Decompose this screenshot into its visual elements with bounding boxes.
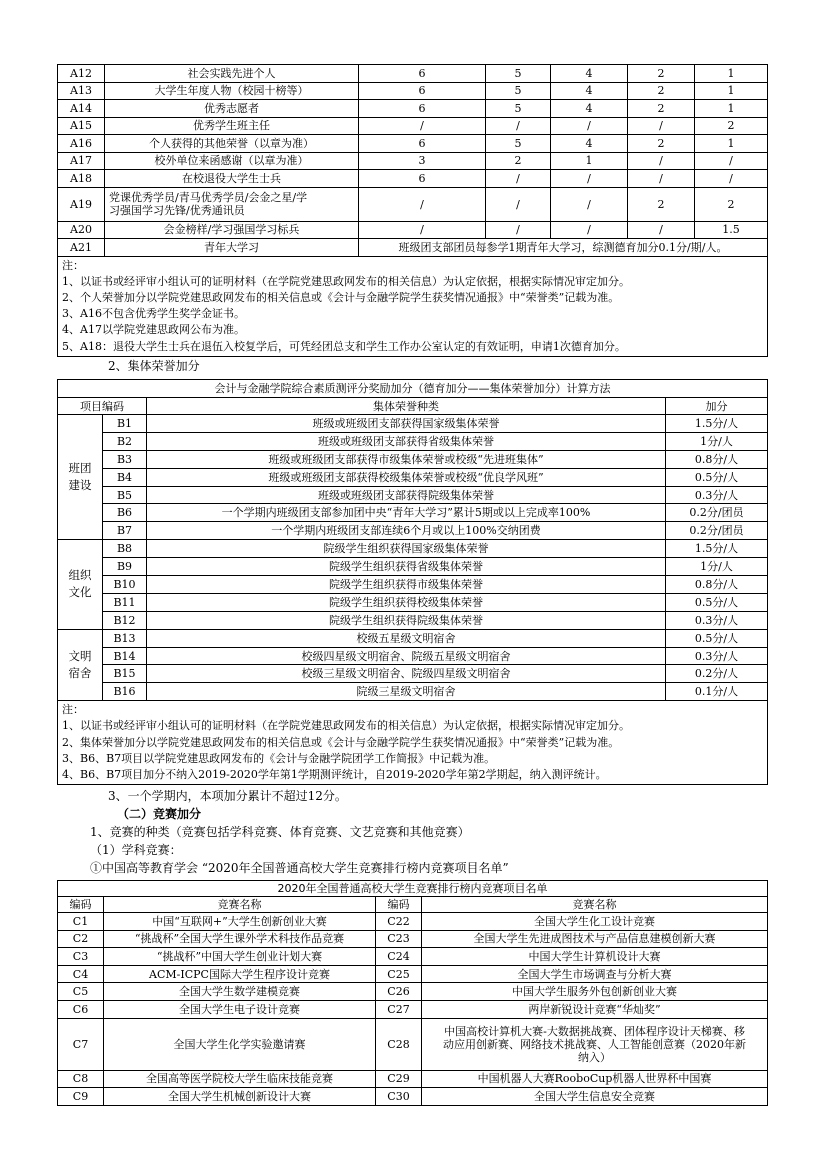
competition-name-line: 纳入） xyxy=(578,1050,611,1064)
competition-code: C1 xyxy=(58,913,104,931)
score-value: 1 xyxy=(551,152,628,170)
score-value: 2 xyxy=(695,187,768,221)
item-code: A16 xyxy=(58,135,105,153)
notes-row xyxy=(58,701,768,785)
honor-notes xyxy=(58,256,768,356)
table-row xyxy=(58,647,768,665)
header-name: 竞赛名称 xyxy=(422,897,768,913)
honor-description: 校级四星级文明宿舍、院级五星级文明宿舍 xyxy=(147,647,666,665)
item-code: B3 xyxy=(103,450,147,468)
score-value: 1分/人 xyxy=(666,432,768,450)
collective-table-title: 会计与金融学院综合素质测评分奖励加分（德育加分——集体荣誉加分）计算方法 xyxy=(58,380,768,398)
score-value: 1.5分/人 xyxy=(666,540,768,558)
table-row xyxy=(58,135,768,153)
collective-honor-table xyxy=(57,379,768,785)
table-row xyxy=(58,221,768,239)
competition-name: ACM-ICPC国际大学生程序设计竞赛 xyxy=(104,965,376,983)
note-line: 1、以证书或经评审小组认可的证明材料（在学院党建思政网发布的相关信息）为认定依据，根据实际情况审定加分。 xyxy=(62,274,630,288)
table-row xyxy=(58,1000,768,1018)
score-value: 0.5分/人 xyxy=(666,629,768,647)
table-row xyxy=(58,683,768,701)
item-name: 会金榜样/学习强国学习标兵 xyxy=(105,221,359,239)
individual-honor-table xyxy=(57,64,768,357)
competition-code: C30 xyxy=(376,1088,422,1106)
score-value: 2 xyxy=(695,117,768,135)
table-row xyxy=(58,593,768,611)
item-code: A17 xyxy=(58,152,105,170)
score-value: 0.2分/团员 xyxy=(666,522,768,540)
score-value: 6 xyxy=(359,65,486,83)
item-code: A20 xyxy=(58,221,105,239)
competition-code: C23 xyxy=(376,930,422,948)
item-code: A12 xyxy=(58,65,105,83)
score-value: 0.8分/人 xyxy=(666,450,768,468)
item-code: B4 xyxy=(103,468,147,486)
honor-description: 一个学期内班级团支部参加团中央“青年大学习”累计5期或以上完成率100% xyxy=(147,504,666,522)
score-value: 0.1分/人 xyxy=(666,683,768,701)
header-code: 编码 xyxy=(58,897,104,913)
competition-code: C6 xyxy=(58,1000,104,1018)
score-value: / xyxy=(628,117,695,135)
score-value: / xyxy=(551,221,628,239)
item-name: 在校退役大学生士兵 xyxy=(105,170,359,188)
score-value: / xyxy=(486,221,551,239)
group-label xyxy=(58,415,103,540)
score-value: / xyxy=(628,152,695,170)
item-name: 优秀志愿者 xyxy=(105,100,359,118)
table-row xyxy=(58,432,768,450)
score-value: / xyxy=(551,117,628,135)
competition-name: 全国大学生机械创新设计大赛 xyxy=(104,1088,376,1106)
item-code: A15 xyxy=(58,117,105,135)
score-value: 2 xyxy=(628,135,695,153)
competition-name: “挑战杯”全国大学生课外学术科技作品竞赛 xyxy=(104,930,376,948)
table-row xyxy=(58,965,768,983)
honor-description: 班级或班级团支部获得校级集体荣誉或校级“优良学风班” xyxy=(147,468,666,486)
honor-description: 班级或班级团支部获得院级集体荣誉 xyxy=(147,486,666,504)
collective-notes xyxy=(58,701,768,785)
score-value: 1 xyxy=(695,100,768,118)
table-row xyxy=(58,540,768,558)
group-label-line: 宿舍 xyxy=(68,665,92,680)
table-row xyxy=(58,558,768,576)
score-value: 2 xyxy=(628,82,695,100)
item-code: B14 xyxy=(103,647,147,665)
item-name: 大学生年度人物（校园十榜等） xyxy=(105,82,359,100)
score-value: 0.5分/人 xyxy=(666,468,768,486)
table-row xyxy=(58,152,768,170)
score-value: / xyxy=(359,221,486,239)
competition-name: 全国大学生数学建模竞赛 xyxy=(104,983,376,1001)
honor-description: 院级学生组织获得校级集体荣誉 xyxy=(147,593,666,611)
table-row xyxy=(58,1070,768,1088)
para-competition-types: 1、竞赛的种类（竞赛包括学科竞赛、体育竞赛、文艺竞赛和其他竞赛） xyxy=(90,825,470,839)
group-label xyxy=(58,629,103,701)
competition-code: C3 xyxy=(58,948,104,966)
competition-code: C27 xyxy=(376,1000,422,1018)
honor-description: 校级五星级文明宿舍 xyxy=(147,629,666,647)
score-value: 1 xyxy=(695,65,768,83)
competition-code: C28 xyxy=(376,1018,422,1070)
item-code: B16 xyxy=(103,683,147,701)
score-value: 0.2分/团员 xyxy=(666,504,768,522)
score-value: / xyxy=(486,117,551,135)
group-label-line: 建设 xyxy=(68,478,92,493)
honor-description: 班级或班级团支部获得省级集体荣誉 xyxy=(147,432,666,450)
title-row xyxy=(58,881,768,897)
para-score-limit: 3、一个学期内，本项加分累计不超过12分。 xyxy=(108,789,347,803)
item-code: B11 xyxy=(103,593,147,611)
header-row xyxy=(58,398,768,415)
score-value: / xyxy=(551,170,628,188)
competition-name: 全国大学生化工设计竞赛 xyxy=(422,913,768,931)
item-code: A21 xyxy=(58,239,105,257)
row-a21 xyxy=(58,239,768,257)
score-value: 2 xyxy=(628,100,695,118)
item-code: B15 xyxy=(103,665,147,683)
table-row xyxy=(58,611,768,629)
table-row xyxy=(58,187,768,221)
score-value: / xyxy=(695,152,768,170)
row-c7 xyxy=(58,1018,768,1070)
table-row xyxy=(58,415,768,433)
competition-name: 中国机器人大赛RooboCup机器人世界杯中国赛 xyxy=(422,1070,768,1088)
score-value: / xyxy=(486,170,551,188)
score-value: / xyxy=(695,170,768,188)
header-name: 竞赛名称 xyxy=(104,897,376,913)
table-row xyxy=(58,913,768,931)
table-row xyxy=(58,486,768,504)
score-value: 1分/人 xyxy=(666,558,768,576)
honor-description: 院级学生组织获得市级集体荣誉 xyxy=(147,576,666,594)
item-code: B12 xyxy=(103,611,147,629)
table-row xyxy=(58,629,768,647)
item-code: B8 xyxy=(103,540,147,558)
score-value: 5 xyxy=(486,82,551,100)
table-row xyxy=(58,983,768,1001)
note-line: 4、B6、B7项目加分不纳入2019-2020学年第1学期测评统计，自2019-2020学年第2学期起，纳入测评统计。 xyxy=(62,768,607,782)
competition-code: C8 xyxy=(58,1070,104,1088)
competition-code: C29 xyxy=(376,1070,422,1088)
score-value: / xyxy=(359,117,486,135)
table-row xyxy=(58,522,768,540)
table-row xyxy=(58,65,768,83)
table-row xyxy=(58,1088,768,1106)
competition-name: 全国大学生化学实验邀请赛 xyxy=(104,1018,376,1070)
score-value: 3 xyxy=(359,152,486,170)
competition-name: 中国“互联网+”大学生创新创业大赛 xyxy=(104,913,376,931)
item-code: B1 xyxy=(103,415,147,433)
item-code: A19 xyxy=(58,187,105,221)
item-code: A14 xyxy=(58,100,105,118)
group-label-line: 班团 xyxy=(68,461,92,476)
competition-list-table xyxy=(57,880,768,1106)
competition-name: 全国大学生市场调查与分析大赛 xyxy=(422,965,768,983)
score-value: 4 xyxy=(551,82,628,100)
score-value: 5 xyxy=(486,65,551,83)
honor-description: 院级三星级文明宿舍 xyxy=(147,683,666,701)
score-value: / xyxy=(486,187,551,221)
table-row xyxy=(58,100,768,118)
item-code: A13 xyxy=(58,82,105,100)
competition-name: “挑战杯”中国大学生创业计划大赛 xyxy=(104,948,376,966)
para-list-intro: ①中国高等教育学会 “2020年全国普通高校大学生竞赛排行榜内竞赛项目名单” xyxy=(90,861,509,875)
note-line: 4、A17以学院党建思政网公布为准。 xyxy=(62,323,245,337)
score-value: / xyxy=(359,187,486,221)
competition-code: C7 xyxy=(58,1018,104,1070)
item-name-line: 习强国学习先锋/优秀通讯员 xyxy=(109,204,245,217)
score-value: 0.8分/人 xyxy=(666,576,768,594)
table-row xyxy=(58,450,768,468)
item-code: B6 xyxy=(103,504,147,522)
notes-row xyxy=(58,256,768,356)
honor-description: 院级学生组织获得省级集体荣誉 xyxy=(147,558,666,576)
item-name: 个人获得的其他荣誉（以章为准） xyxy=(105,135,359,153)
score-value: 0.3分/人 xyxy=(666,611,768,629)
score-value: 1.5分/人 xyxy=(666,415,768,433)
honor-description: 院级学生组织获得国家级集体荣誉 xyxy=(147,540,666,558)
competition-name-line: 中国高校计算机大赛-大数据挑战赛、团体程序设计天梯赛、移 xyxy=(444,1024,745,1038)
header-item-code: 项目编码 xyxy=(58,398,147,415)
competition-name: 全国大学生先进成图技术与产品信息建模创新大赛 xyxy=(422,930,768,948)
section-collective-honor: 2、集体荣誉加分 xyxy=(108,359,200,373)
competition-code: C4 xyxy=(58,965,104,983)
score-value: 1.5 xyxy=(695,221,768,239)
note-line: 2、个人荣誉加分以学院党建思政网发布的相关信息或《会计与金融学院学生获奖情况通报》中“荣誉类”记载为准。 xyxy=(62,290,620,304)
score-value: / xyxy=(551,187,628,221)
score-value: 5 xyxy=(486,100,551,118)
note-line: 2、集体荣誉加分以学院党建思政网发布的相关信息或《会计与金融学院学生获奖情况通报》中“荣誉类”记载为准。 xyxy=(62,735,620,749)
item-code: B13 xyxy=(103,629,147,647)
competition-code: C2 xyxy=(58,930,104,948)
table-row xyxy=(58,82,768,100)
title-row xyxy=(58,380,768,398)
header-row xyxy=(58,897,768,913)
score-value: 4 xyxy=(551,135,628,153)
note-line: 3、B6、B7项目以学院党建思政网发布的《会计与金融学院团学工作简报》中记载为准。 xyxy=(62,751,496,765)
score-value: 6 xyxy=(359,100,486,118)
item-name-line: 党课优秀学员/青马优秀学员/会金之星/学 xyxy=(109,191,308,204)
table-row xyxy=(58,930,768,948)
score-value: 6 xyxy=(359,135,486,153)
table-row xyxy=(58,576,768,594)
table-row xyxy=(58,170,768,188)
competition-name: 全国大学生电子设计竞赛 xyxy=(104,1000,376,1018)
item-name: 优秀学生班主任 xyxy=(105,117,359,135)
competition-name: 中国大学生服务外包创新创业大赛 xyxy=(422,983,768,1001)
score-value: 5 xyxy=(486,135,551,153)
table-row xyxy=(58,948,768,966)
honor-description: 校级三星级文明宿舍、院级四星级文明宿舍 xyxy=(147,665,666,683)
competition-code: C5 xyxy=(58,983,104,1001)
item-name xyxy=(105,187,359,221)
competition-code: C9 xyxy=(58,1088,104,1106)
item-code: B2 xyxy=(103,432,147,450)
table-row xyxy=(58,665,768,683)
table-row xyxy=(58,468,768,486)
score-value: 1 xyxy=(695,135,768,153)
score-value: 0.2分/人 xyxy=(666,665,768,683)
honor-description: 班级或班级团支部获得国家级集体荣誉 xyxy=(147,415,666,433)
competition-name-line: 动应用创新赛、网络技术挑战赛、人工智能创意赛（2020年新 xyxy=(443,1037,746,1051)
score-value: / xyxy=(628,170,695,188)
a21-description: 班级团支部团员每参学1期青年大学习，综测德育加分0.1分/期/人。 xyxy=(359,239,768,257)
item-name: 社会实践先进个人 xyxy=(105,65,359,83)
competition-code: C24 xyxy=(376,948,422,966)
header-score: 加分 xyxy=(666,398,768,415)
note-line: 1、以证书或经评审小组认可的证明材料（在学院党建思政网发布的相关信息）为认定依据，根据实际情况审定加分。 xyxy=(62,719,630,733)
item-name: 青年大学习 xyxy=(105,239,359,257)
score-value: / xyxy=(628,221,695,239)
note-line: 5、A18：退役大学生士兵在退伍入校复学后，可凭经团总支和学生工作办公室认定的有效证明，申请1次德育加分。 xyxy=(62,339,626,353)
item-name: 校外单位来函感谢（以章为准） xyxy=(105,152,359,170)
note-line: 注： xyxy=(62,703,84,717)
score-value: 2 xyxy=(628,65,695,83)
score-value: 0.3分/人 xyxy=(666,647,768,665)
item-code: B9 xyxy=(103,558,147,576)
table-row xyxy=(58,117,768,135)
group-label xyxy=(58,540,103,629)
note-line: 注： xyxy=(62,258,84,272)
item-code: A18 xyxy=(58,170,105,188)
group-label-line: 文明 xyxy=(68,648,92,663)
honor-description: 班级或班级团支部获得市级集体荣誉或校级“先进班集体” xyxy=(147,450,666,468)
score-value: 1 xyxy=(695,82,768,100)
competition-code: C26 xyxy=(376,983,422,1001)
competition-code: C22 xyxy=(376,913,422,931)
group-label-line: 组织 xyxy=(68,568,92,583)
group-label-line: 文化 xyxy=(68,585,92,600)
competition-name: 中国大学生计算机设计大赛 xyxy=(422,948,768,966)
score-value: 2 xyxy=(628,187,695,221)
score-value: 0.3分/人 xyxy=(666,486,768,504)
header-code: 编码 xyxy=(376,897,422,913)
score-value: 4 xyxy=(551,65,628,83)
score-value: 6 xyxy=(359,82,486,100)
item-code: B7 xyxy=(103,522,147,540)
score-value: 4 xyxy=(551,100,628,118)
item-code: B10 xyxy=(103,576,147,594)
score-value: 6 xyxy=(359,170,486,188)
competition-name: 全国大学生信息安全竞赛 xyxy=(422,1088,768,1106)
competition-table-title: 2020年全国普通高校大学生竞赛排行榜内竞赛项目名单 xyxy=(58,881,768,897)
competition-name: 两岸新锐设计竞赛“华灿奖” xyxy=(422,1000,768,1018)
note-line: 3、A16不包含优秀学生奖学金证书。 xyxy=(62,307,245,321)
table-row xyxy=(58,504,768,522)
item-code: B5 xyxy=(103,486,147,504)
honor-description: 一个学期内班级团支部连续6个月或以上100%交纳团费 xyxy=(147,522,666,540)
score-value: 2 xyxy=(486,152,551,170)
honor-description: 院级学生组织获得院级集体荣誉 xyxy=(147,611,666,629)
competition-code: C25 xyxy=(376,965,422,983)
header-honor-type: 集体荣誉种类 xyxy=(147,398,666,415)
heading-competition: （二）竞赛加分 xyxy=(117,807,202,821)
competition-name xyxy=(422,1018,768,1070)
score-value: 0.5分/人 xyxy=(666,593,768,611)
para-subject-competition: （1）学科竞赛： xyxy=(90,843,182,857)
competition-name: 全国高等医学院校大学生临床技能竞赛 xyxy=(104,1070,376,1088)
